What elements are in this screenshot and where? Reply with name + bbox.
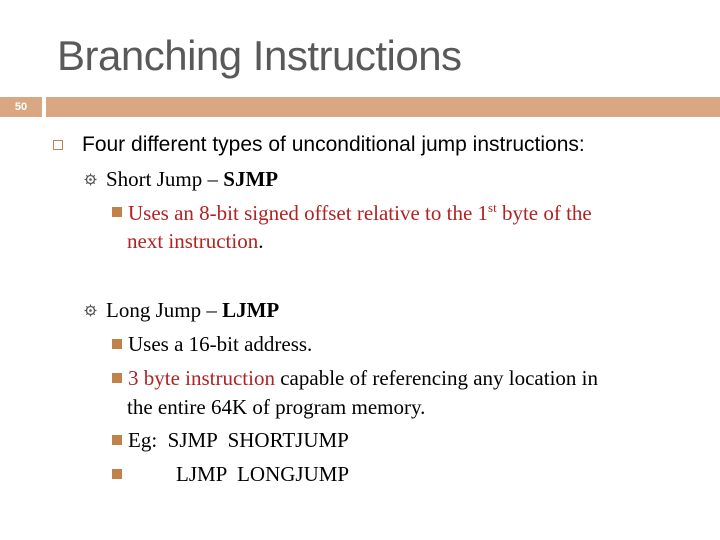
filled-square-bullet-icon	[112, 469, 122, 479]
gear-bullet-icon	[84, 304, 97, 317]
long-jump-example2: LJMP LONGJUMP	[176, 462, 350, 486]
long-jump-example1: Eg: SJMP SHORTJUMP	[128, 428, 349, 452]
long-jump-mnemonic: LJMP	[222, 298, 280, 322]
title-divider-bar	[46, 97, 720, 117]
intro-text: Four different types of unconditional jump instructions:	[82, 133, 585, 156]
period: .	[258, 229, 264, 253]
filled-square-bullet-icon	[112, 373, 122, 383]
long-jump-heading	[106, 298, 279, 323]
three-byte-text: 3 byte instruction	[128, 366, 275, 390]
short-jump-detail	[128, 200, 592, 226]
filled-square-bullet-icon	[112, 435, 122, 445]
filled-square-bullet-icon	[112, 339, 122, 349]
long-jump-item1: Uses a 16-bit address.	[128, 332, 313, 356]
short-jump-detail-line2	[127, 229, 263, 254]
long-jump-item2-cont: the entire 64K of program memory.	[127, 395, 426, 419]
slide-number: 50	[0, 97, 42, 117]
filled-square-bullet-icon	[112, 207, 122, 217]
ordinal-suffix: st	[488, 200, 497, 215]
next-instruction-text: next instruction	[127, 229, 259, 253]
slide-title: Branching Instructions	[57, 32, 462, 79]
square-bullet-icon	[53, 140, 63, 150]
short-jump-detail-text: Uses an 8-bit signed offset relative to the 1	[128, 201, 489, 225]
long-jump-item2-rest: capable of referencing any location in	[274, 366, 598, 390]
short-jump-detail-text-cont: byte of the	[496, 201, 592, 225]
short-jump-heading	[106, 167, 278, 192]
short-jump-mnemonic: SJMP	[223, 167, 279, 191]
short-jump-label: Short Jump –	[106, 167, 224, 191]
long-jump-label: Long Jump –	[106, 298, 223, 322]
long-jump-item2	[128, 366, 598, 391]
gear-bullet-icon	[84, 173, 97, 186]
